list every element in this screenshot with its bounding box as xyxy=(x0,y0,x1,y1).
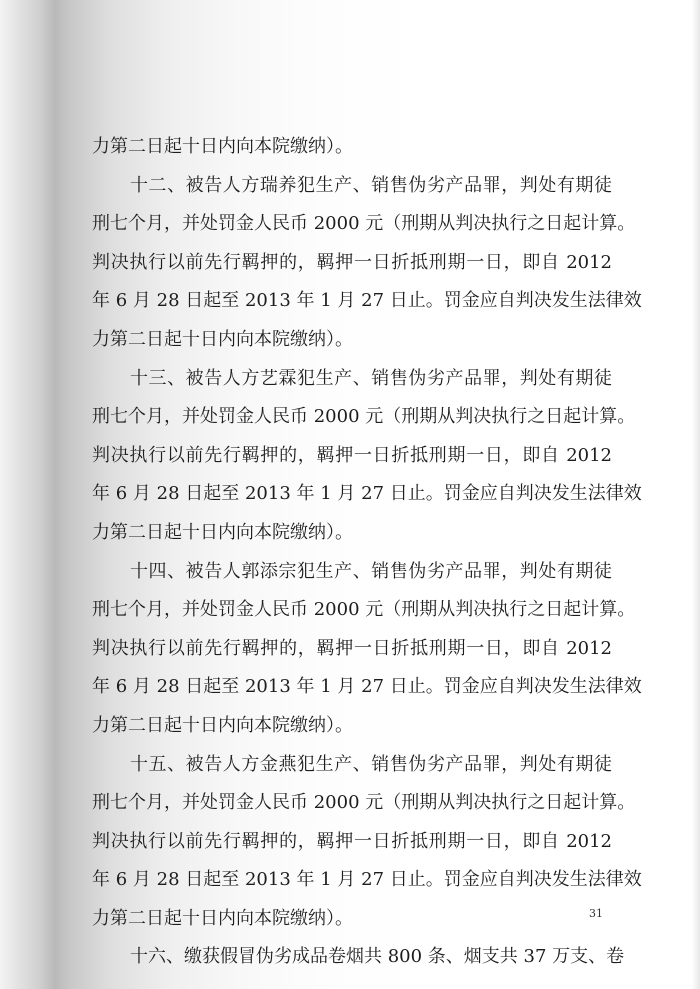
body-line: 力第二日起十日内向本院缴纳）。 xyxy=(92,907,353,929)
body-line: 刑七个月，并处罚金人民币 2000 元（刑期从判决执行之日起计算。 xyxy=(92,213,636,235)
paragraph-start-line: 十六、缴获假冒伪劣成品卷烟共 800 条、烟支共 37 万支、卷 xyxy=(130,946,625,968)
paragraph-start-line: 十五、被告人方金燕犯生产、销售伪劣产品罪，判处有期徒 xyxy=(130,753,612,775)
paragraph-start-line: 十三、被告人方艺霖犯生产、销售伪劣产品罪，判处有期徒 xyxy=(130,367,612,389)
paragraph-start-line: 十二、被告人方瑞养犯生产、销售伪劣产品罪，判处有期徒 xyxy=(130,174,612,196)
body-line: 判决执行以前先行羁押的，羁押一日折抵刑期一日，即自 2012 xyxy=(92,251,612,273)
body-line: 年 6 月 28 日起至 2013 年 1 月 27 日止。罚金应自判决发生法律效 xyxy=(92,483,642,505)
body-line: 力第二日起十日内向本院缴纳）。 xyxy=(92,521,353,543)
body-line: 判决执行以前先行羁押的，羁押一日折抵刑期一日，即自 2012 xyxy=(92,444,612,466)
body-line: 年 6 月 28 日起至 2013 年 1 月 27 日止。罚金应自判决发生法律效 xyxy=(92,290,642,312)
page-edge-shadow xyxy=(692,0,700,989)
body-line: 年 6 月 28 日起至 2013 年 1 月 27 日止。罚金应自判决发生法律效 xyxy=(92,869,642,891)
body-line: 力第二日起十日内向本院缴纳）。 xyxy=(92,714,353,736)
body-line: 判决执行以前先行羁押的，羁押一日折抵刑期一日，即自 2012 xyxy=(92,830,612,852)
body-line: 年 6 月 28 日起至 2013 年 1 月 27 日止。罚金应自判决发生法律效 xyxy=(92,676,642,698)
body-line: 刑七个月，并处罚金人民币 2000 元（刑期从判决执行之日起计算。 xyxy=(92,599,636,621)
body-line: 刑七个月，并处罚金人民币 2000 元（刑期从判决执行之日起计算。 xyxy=(92,406,636,428)
page-number: 31 xyxy=(589,907,603,920)
paragraph-start-line: 十四、被告人郭添宗犯生产、销售伪劣产品罪，判处有期徒 xyxy=(130,560,612,582)
document-body xyxy=(92,128,642,977)
body-line: 判决执行以前先行羁押的，羁押一日折抵刑期一日，即自 2012 xyxy=(92,637,612,659)
body-line: 刑七个月，并处罚金人民币 2000 元（刑期从判决执行之日起计算。 xyxy=(92,792,636,814)
body-line: 力第二日起十日内向本院缴纳）。 xyxy=(92,136,353,157)
body-line: 力第二日起十日内向本院缴纳）。 xyxy=(92,328,353,350)
